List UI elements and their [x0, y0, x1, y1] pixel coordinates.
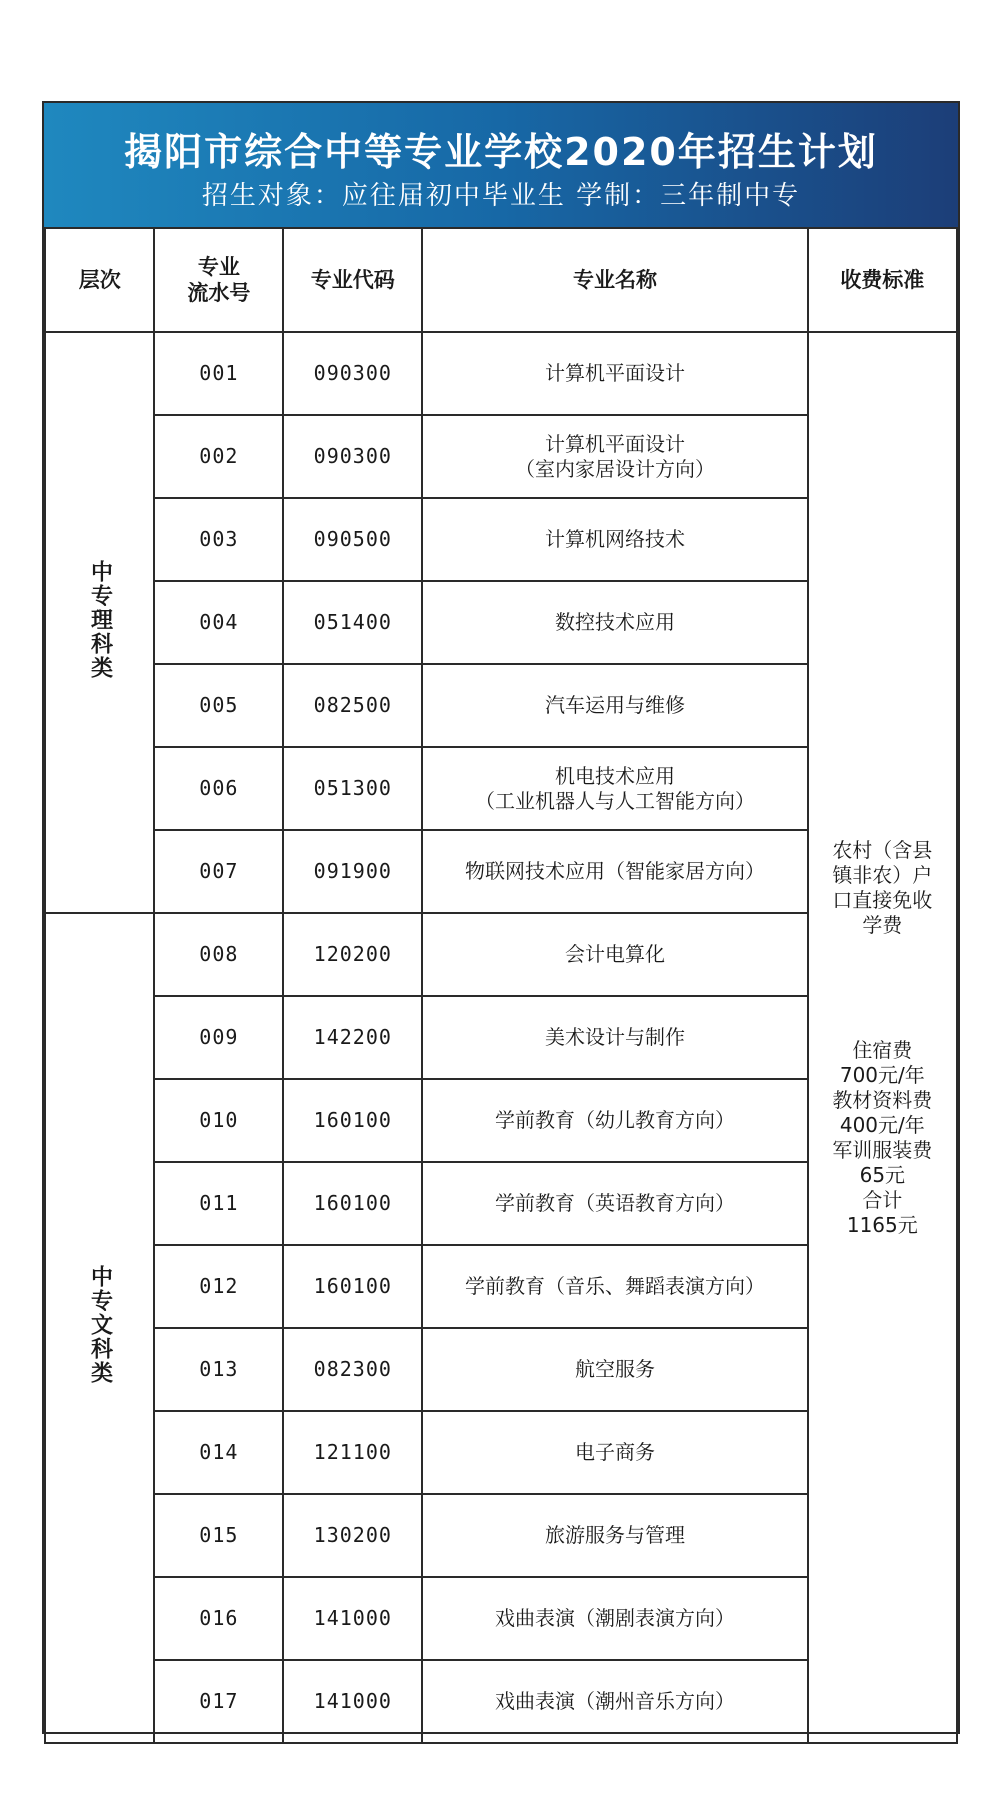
serial-cell: 002 — [154, 415, 283, 498]
code-cell: 091900 — [283, 830, 422, 913]
code-cell: 082500 — [283, 664, 422, 747]
code-cell: 130200 — [283, 1494, 422, 1577]
code-cell: 090300 — [283, 332, 422, 415]
enrollment-table — [44, 227, 958, 1744]
code-cell: 121100 — [283, 1411, 422, 1494]
fee-item-line: 合计 — [862, 1187, 903, 1212]
fee-item-line: 400元/年 — [839, 1112, 925, 1137]
major-name-cell: 学前教育（音乐、舞蹈表演方向） — [422, 1245, 807, 1328]
major-name-cell: 航空服务 — [422, 1328, 807, 1411]
serial-cell: 016 — [154, 1577, 283, 1660]
code-cell: 120200 — [283, 913, 422, 996]
major-name-cell: 汽车运用与维修 — [422, 664, 807, 747]
major-name-cell: 学前教育（英语教育方向） — [422, 1162, 807, 1245]
serial-cell: 013 — [154, 1328, 283, 1411]
header-fee: 收费标准 — [808, 228, 957, 332]
fee-item-line: 军训服装费 — [832, 1137, 933, 1162]
code-cell: 051300 — [283, 747, 422, 830]
serial-cell: 011 — [154, 1162, 283, 1245]
group-label — [45, 913, 154, 1743]
code-cell: 160100 — [283, 1162, 422, 1245]
fee-items — [809, 1038, 956, 1238]
enrollment-sheet — [42, 101, 960, 1734]
page-title: 揭阳市综合中等专业学校2020年招生计划 — [124, 130, 878, 174]
serial-cell: 004 — [154, 581, 283, 664]
serial-cell: 017 — [154, 1660, 283, 1743]
serial-cell: 005 — [154, 664, 283, 747]
group-label — [45, 332, 154, 913]
code-cell: 160100 — [283, 1245, 422, 1328]
title-banner — [44, 103, 958, 227]
serial-cell: 008 — [154, 913, 283, 996]
header-name: 专业名称 — [422, 228, 807, 332]
fee-item-line: 教材资料费 — [832, 1087, 933, 1112]
major-name-cell: 计算机网络技术 — [422, 498, 807, 581]
major-name-cell: 物联网技术应用（智能家居方向） — [422, 830, 807, 913]
code-cell: 090300 — [283, 415, 422, 498]
serial-cell: 009 — [154, 996, 283, 1079]
table-header-row — [45, 228, 957, 332]
page-subtitle: 招生对象：应往届初中毕业生 学制：三年制中专 — [201, 181, 801, 211]
fee-item-line: 65元 — [859, 1162, 906, 1187]
serial-cell: 014 — [154, 1411, 283, 1494]
major-name-cell: 数控技术应用 — [422, 581, 807, 664]
serial-cell: 012 — [154, 1245, 283, 1328]
major-name-cell: 戏曲表演（潮剧表演方向） — [422, 1577, 807, 1660]
header-serial: 专业 流水号 — [154, 228, 283, 332]
code-cell: 142200 — [283, 996, 422, 1079]
major-name-cell: 电子商务 — [422, 1411, 807, 1494]
serial-cell: 003 — [154, 498, 283, 581]
serial-cell: 001 — [154, 332, 283, 415]
group-label-text: 中专文科类 — [87, 1265, 113, 1385]
fee-note-line: 口直接免收 — [832, 887, 933, 912]
serial-cell: 010 — [154, 1079, 283, 1162]
fee-standard-cell — [808, 332, 957, 1743]
fee-item-line: 1165元 — [846, 1212, 918, 1237]
major-name-cell: 学前教育（幼儿教育方向） — [422, 1079, 807, 1162]
table-row — [45, 332, 957, 415]
group-label-text: 中专理科类 — [87, 559, 113, 680]
code-cell: 090500 — [283, 498, 422, 581]
header-level: 层次 — [45, 228, 154, 332]
fee-note-line: 镇非农）户 — [832, 862, 933, 887]
code-cell: 141000 — [283, 1577, 422, 1660]
major-name-cell: 美术设计与制作 — [422, 996, 807, 1079]
fee-item-line: 住宿费 — [852, 1037, 913, 1062]
fee-free-note — [809, 838, 956, 938]
code-cell: 160100 — [283, 1079, 422, 1162]
major-name-cell: 计算机平面设计 — [422, 332, 807, 415]
fee-note-line: 学费 — [862, 912, 903, 937]
major-name-cell: 计算机平面设计 （室内家居设计方向） — [422, 415, 807, 498]
fee-item-line: 700元/年 — [839, 1062, 925, 1087]
major-name-cell: 戏曲表演（潮州音乐方向） — [422, 1660, 807, 1743]
major-name-cell: 会计电算化 — [422, 913, 807, 996]
header-code: 专业代码 — [283, 228, 422, 332]
serial-cell: 006 — [154, 747, 283, 830]
serial-cell: 015 — [154, 1494, 283, 1577]
code-cell: 082300 — [283, 1328, 422, 1411]
code-cell: 141000 — [283, 1660, 422, 1743]
major-name-cell: 旅游服务与管理 — [422, 1494, 807, 1577]
code-cell: 051400 — [283, 581, 422, 664]
serial-cell: 007 — [154, 830, 283, 913]
fee-note-line: 农村（含县 — [832, 837, 933, 862]
major-name-cell: 机电技术应用 （工业机器人与人工智能方向） — [422, 747, 807, 830]
